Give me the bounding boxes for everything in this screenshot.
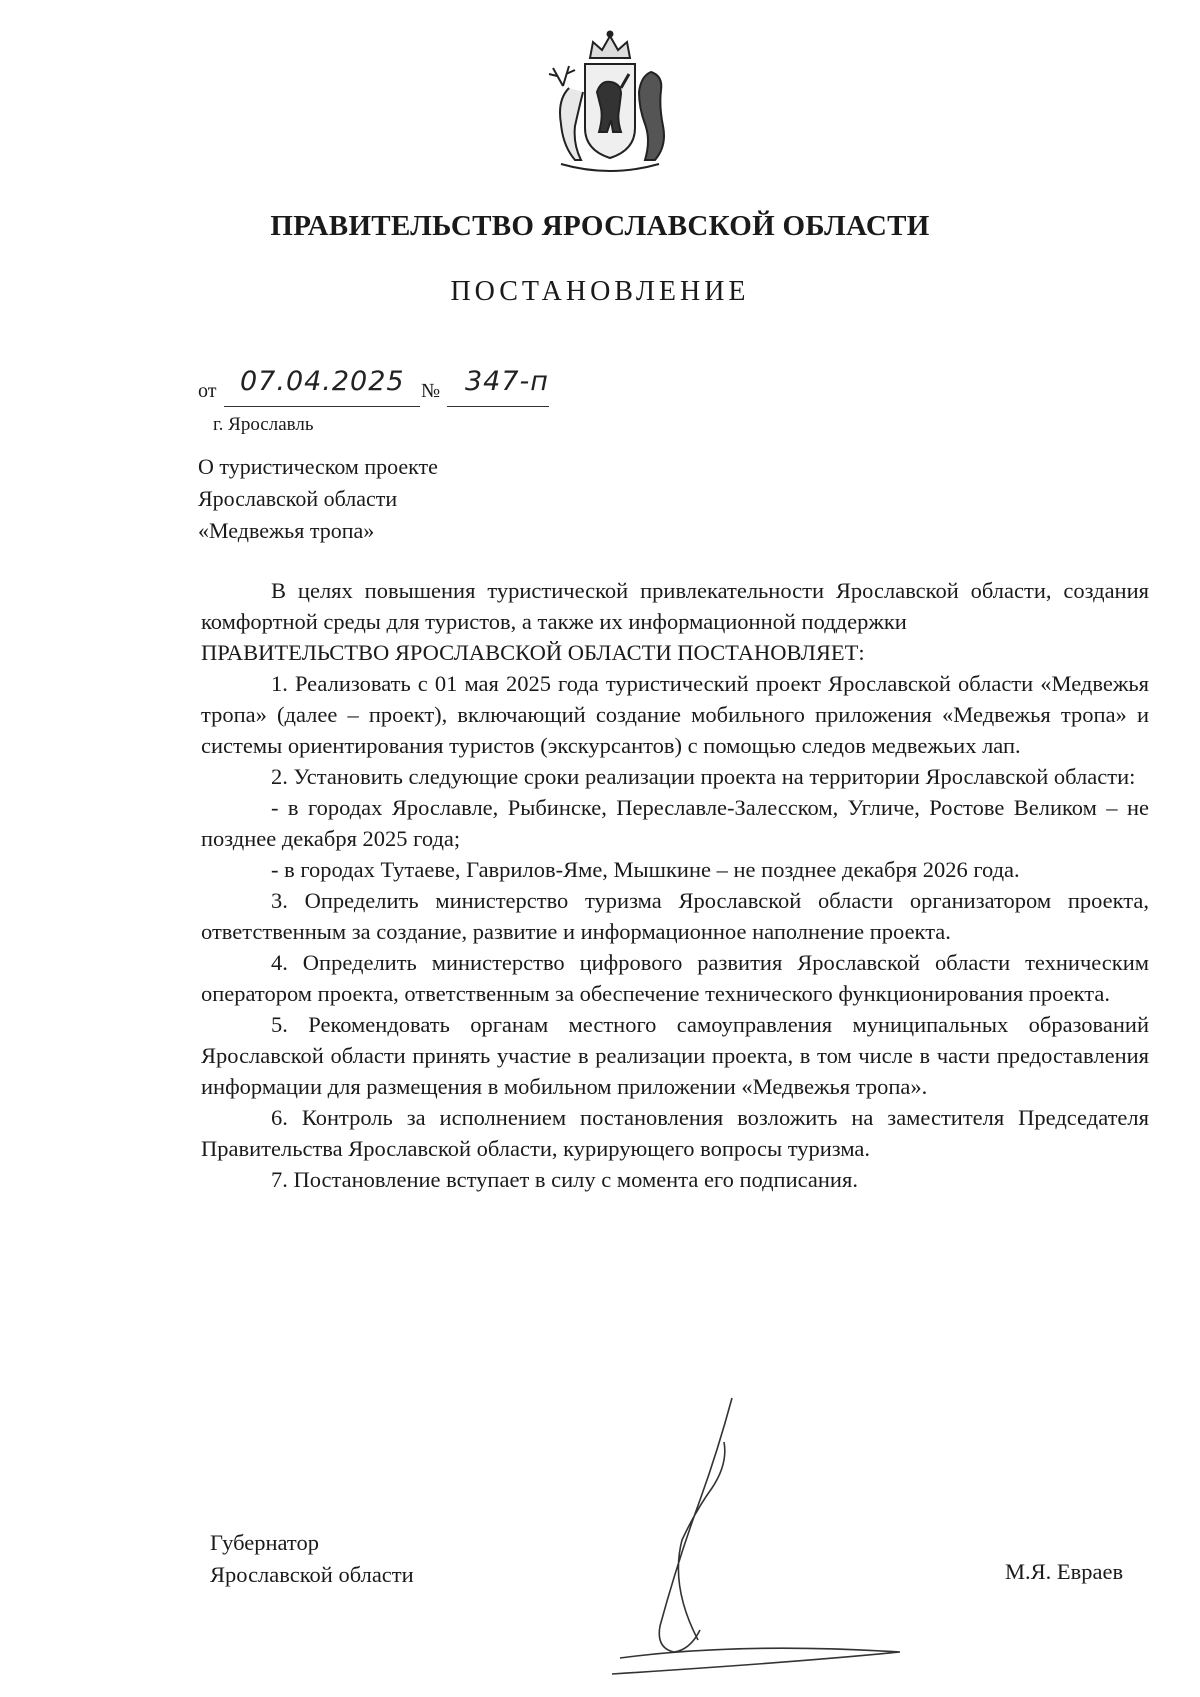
subject-line: Ярославской области [198,486,398,511]
clause-6: 6. Контроль за исполнением постановления возложить на заместителя Председателя Правительства Ярославской области, курирующего вопросы туризма. [201,1105,1149,1161]
date-label: от [198,380,217,402]
signer-name: М.Я. Евраев [1005,1559,1124,1584]
clause-2: 2. Установить следующие сроки реализации проекта на территории Ярославской области: [271,764,1136,789]
clause-3: 3. Определить министерство туризма Ярославской области организатором проекта, ответственным за создание, развитие и информационное наполнение проекта. [201,888,1149,944]
clause-5: 5. Рекомендовать органам местного самоуправления муниципальных образований Ярославской области принять участие в реализации проекта, в том числе в части предоставления информации для размещения в мобильном приложении «Медвежья тропа». [201,1012,1149,1099]
handwritten-signature [600,1390,960,1680]
city-label: г. Ярославль [213,414,314,435]
resolves-clause: ПРАВИТЕЛЬСТВО ЯРОСЛАВСКОЙ ОБЛАСТИ ПОСТАНОВЛЯЕТ: [201,640,865,665]
date-underline [224,406,420,407]
signer-title [210,1527,414,1591]
subject-line: О туристическом проекте [198,454,438,479]
coat-of-arms-icon [535,28,685,178]
organization-title: ПРАВИТЕЛЬСТВО ЯРОСЛАВСКОЙ ОБЛАСТИ [270,210,930,242]
date-value: 07.04.2025 [240,366,405,397]
subject-line: «Медвежья тропа» [198,518,375,543]
number-underline [447,406,549,407]
clause-1: 1. Реализовать с 01 мая 2025 года туристический проект Ярославской области «Медвежья тропа» (далее – проект), включающий создание мобильного приложения «Медвежья тропа» и системы ориентирования туристов (экскурсантов) с помощью следов медвежьих лап. [201,671,1149,758]
number-label: № [421,380,441,402]
document-body [201,575,1149,1195]
clause-4: 4. Определить министерство цифрового развития Ярославской области техническим оператором проекта, ответственным за обеспечение технического функционирования проекта. [201,950,1149,1006]
signer-title-line: Ярославской области [210,1562,414,1587]
clause-2b: - в городах Тутаеве, Гаврилов-Яме, Мышкине – не позднее декабря 2026 года. [271,857,1020,882]
clause-2a: - в городах Ярославле, Рыбинске, Переславле-Залесском, Угличе, Ростове Великом – не позднее декабря 2025 года; [201,795,1149,851]
document-type: ПОСТАНОВЛЕНИЕ [450,276,750,307]
signer-title-line: Губернатор [210,1530,319,1555]
document-subject [198,451,438,547]
clause-7: 7. Постановление вступает в силу с момента его подписания. [271,1167,858,1192]
number-value: 347-п [465,366,549,397]
preamble: В целях повышения туристической привлекательности Ярославской области, создания комфортной среды для туристов, а также их информационной поддержки [201,578,1149,634]
